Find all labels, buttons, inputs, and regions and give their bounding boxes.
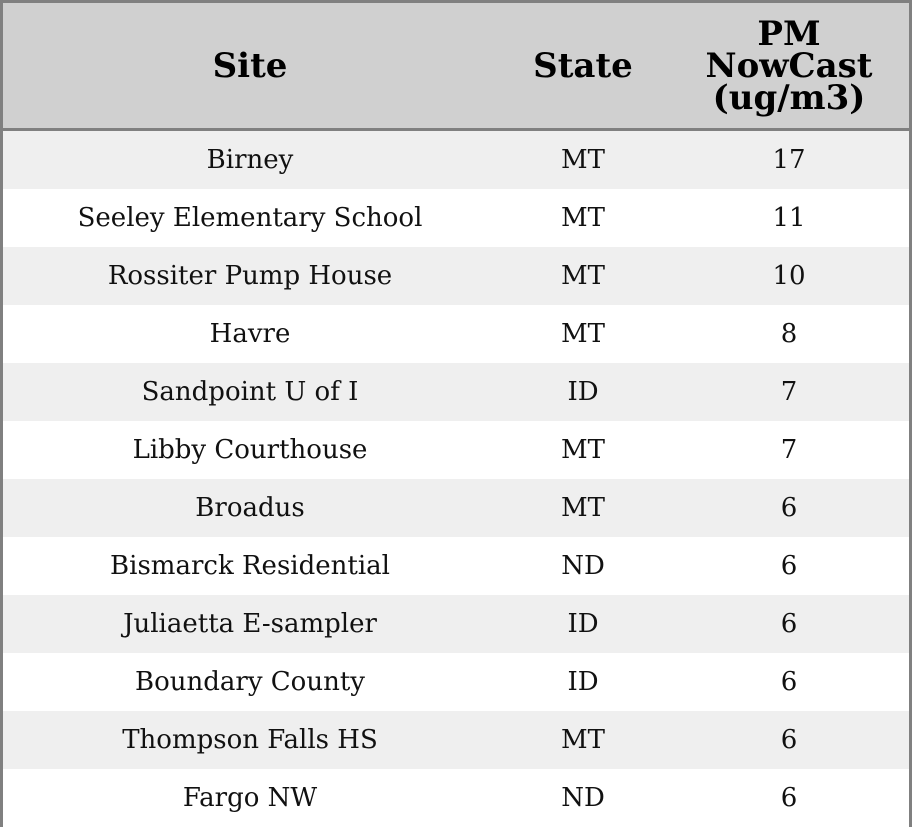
site-cell: Fargo NW — [3, 769, 497, 827]
header-pm-line2: NowCast — [705, 45, 873, 86]
pm-cell: 6 — [669, 769, 909, 827]
pm-cell: 6 — [669, 595, 909, 653]
header-state: State — [497, 3, 669, 130]
site-cell: Thompson Falls HS — [3, 711, 497, 769]
data-table — [3, 3, 909, 827]
pm-cell: 7 — [669, 363, 909, 421]
table-row — [3, 711, 909, 769]
site-cell: Sandpoint U of I — [3, 363, 497, 421]
state-cell: MT — [497, 711, 669, 769]
state-cell: MT — [497, 479, 669, 537]
site-cell: Boundary County — [3, 653, 497, 711]
state-cell: MT — [497, 421, 669, 479]
pm-cell: 10 — [669, 247, 909, 305]
table-row — [3, 363, 909, 421]
table-row — [3, 189, 909, 247]
header-row — [3, 3, 909, 130]
site-cell: Libby Courthouse — [3, 421, 497, 479]
table-row — [3, 130, 909, 190]
pm-cell: 8 — [669, 305, 909, 363]
header-pm-line3: (ug/m3) — [712, 77, 866, 118]
state-cell: ID — [497, 363, 669, 421]
state-cell: MT — [497, 305, 669, 363]
site-cell: Rossiter Pump House — [3, 247, 497, 305]
state-cell: MT — [497, 189, 669, 247]
header-pm-line1: PM — [757, 13, 821, 54]
pm-cell: 6 — [669, 537, 909, 595]
site-cell: Havre — [3, 305, 497, 363]
table-row — [3, 421, 909, 479]
pm-cell: 11 — [669, 189, 909, 247]
site-cell: Juliaetta E-sampler — [3, 595, 497, 653]
pm-cell: 6 — [669, 479, 909, 537]
table-header — [3, 3, 909, 130]
site-cell: Birney — [3, 130, 497, 190]
table-row — [3, 537, 909, 595]
header-site: Site — [3, 3, 497, 130]
header-pm-nowcast — [669, 3, 909, 130]
table-row — [3, 247, 909, 305]
pm-cell: 7 — [669, 421, 909, 479]
state-cell: ID — [497, 595, 669, 653]
table-row — [3, 653, 909, 711]
pm-cell: 17 — [669, 130, 909, 190]
site-cell: Seeley Elementary School — [3, 189, 497, 247]
table-row — [3, 479, 909, 537]
table-row — [3, 595, 909, 653]
state-cell: MT — [497, 130, 669, 190]
state-cell: ID — [497, 653, 669, 711]
pm-cell: 6 — [669, 711, 909, 769]
state-cell: MT — [497, 247, 669, 305]
table-row — [3, 769, 909, 827]
table-row — [3, 305, 909, 363]
site-cell: Broadus — [3, 479, 497, 537]
state-cell: ND — [497, 537, 669, 595]
state-cell: ND — [497, 769, 669, 827]
table-body — [3, 130, 909, 827]
site-cell: Bismarck Residential — [3, 537, 497, 595]
pm-cell: 6 — [669, 653, 909, 711]
